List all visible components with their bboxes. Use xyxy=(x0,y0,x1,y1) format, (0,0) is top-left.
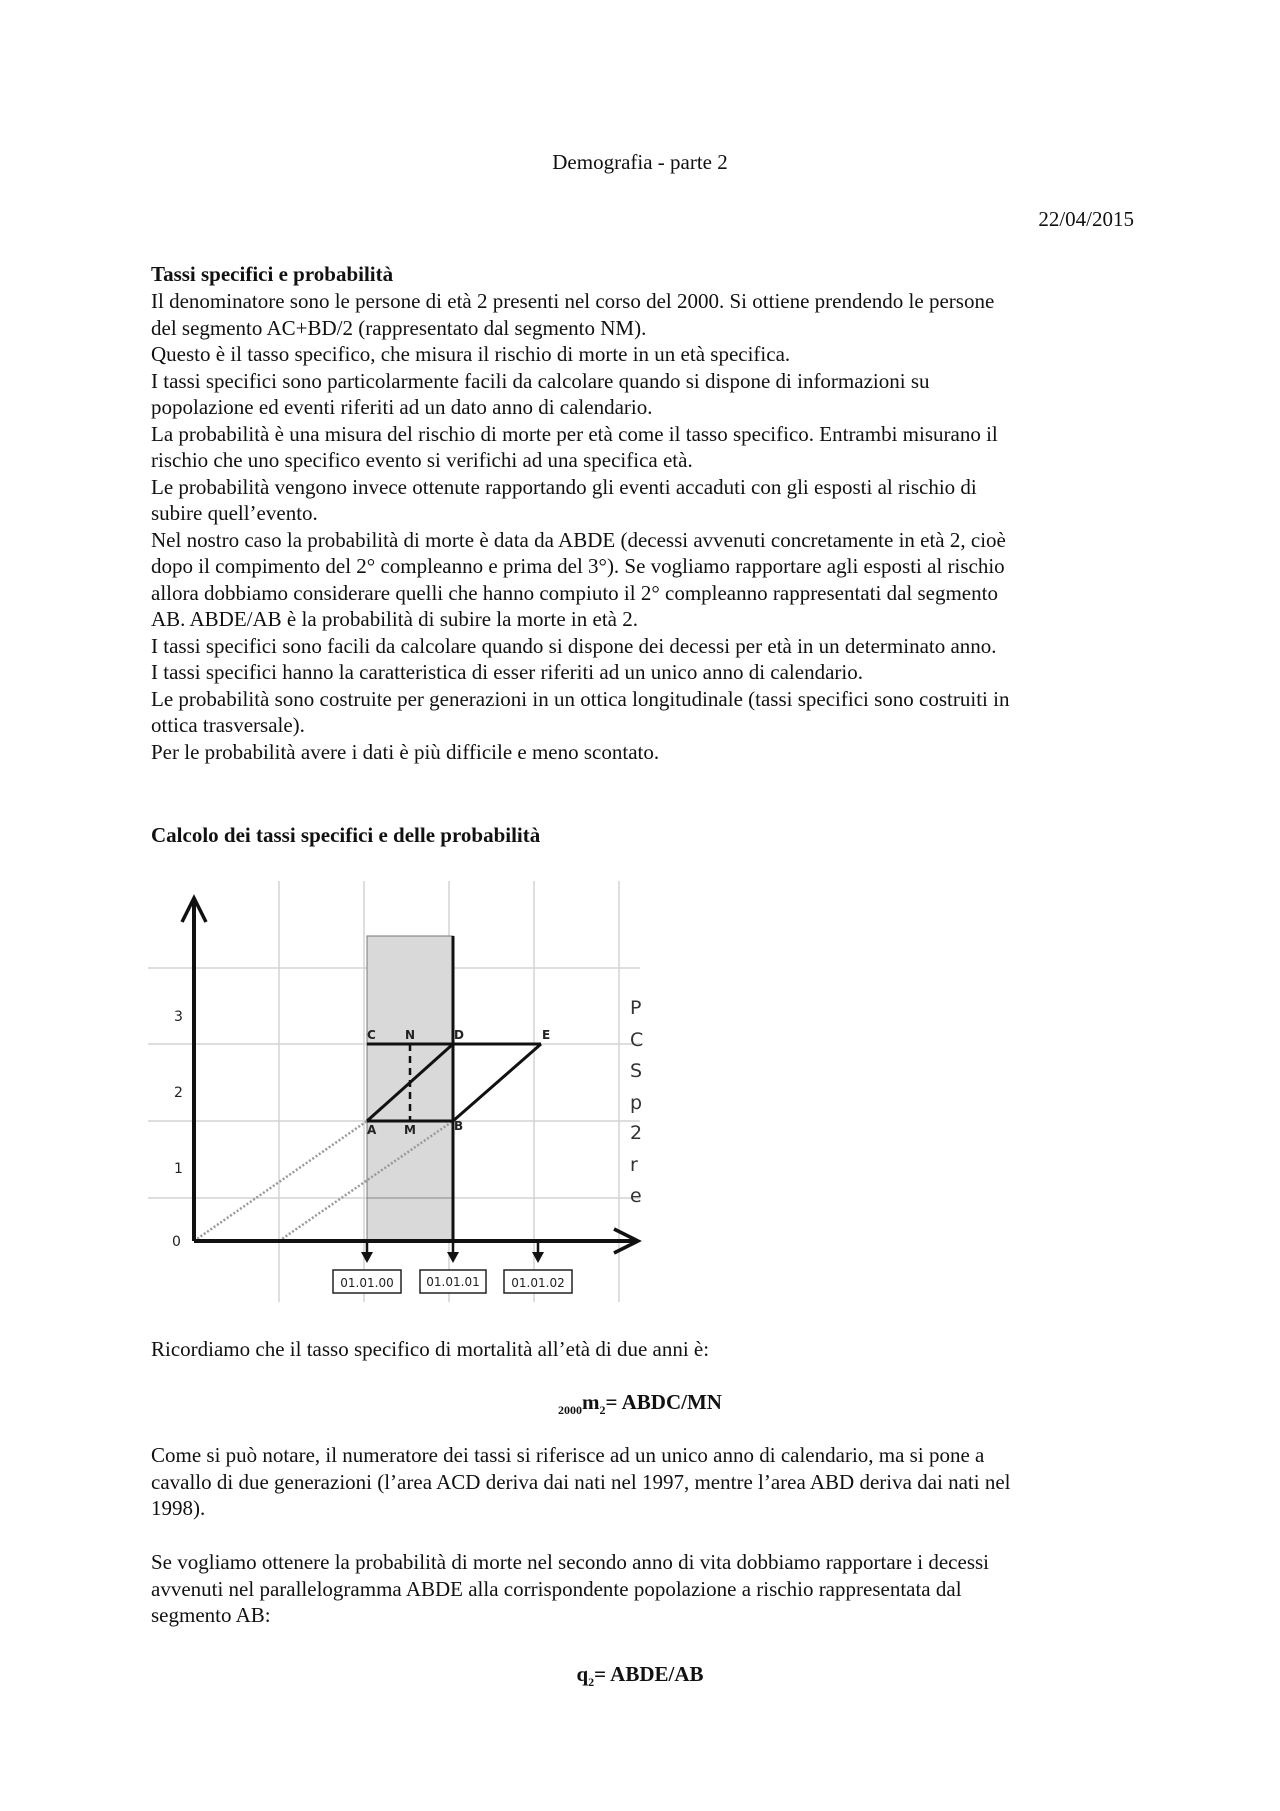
side-char: r xyxy=(630,1154,638,1176)
section-heading-calcolo: Calcolo dei tassi specifici e delle probabilità xyxy=(151,823,541,847)
down-arrow-icon xyxy=(361,1252,373,1263)
formula-expression: = ABDE/AB xyxy=(594,1662,704,1686)
date-markers xyxy=(333,1243,572,1293)
text-line: ottica trasversale). xyxy=(151,713,305,737)
text-line: rischio che uno specifico evento si verifichi ad una specifica età. xyxy=(151,448,693,472)
section1-body xyxy=(151,288,1141,765)
point-label-n: N xyxy=(405,1028,416,1042)
text-line: Le probabilità sono costruite per generazioni in un ottica longitudinale (tassi specifici sono costruiti in xyxy=(151,686,1010,711)
text-line: Le probabilità vengono invece ottenute rapportando gli eventi accaduti con gli esposti al rischio di xyxy=(151,474,977,499)
formula-tasso-specifico xyxy=(0,1390,1280,1418)
document-date: 22/04/2015 xyxy=(1038,207,1134,231)
text-line: AB. ABDE/AB è la probabilità di subire la morte in età 2. xyxy=(151,607,638,631)
text-line: Questo è il tasso specifico, che misura il rischio di morte in un età specifica. xyxy=(151,342,791,366)
point-label-d: D xyxy=(454,1028,464,1042)
lexis-diagram-svg xyxy=(148,876,644,1308)
y-tick-0: 0 xyxy=(172,1234,181,1250)
text-line: cavallo di due generazioni (l’area ACD deriva dai nati nel 1997, mentre l’area ABD deriva dai nati nel xyxy=(151,1469,1011,1494)
side-char: C xyxy=(630,1029,644,1051)
y-tick-3: 3 xyxy=(174,1009,183,1025)
text-line: segmento AB: xyxy=(151,1603,271,1627)
intro-text xyxy=(151,1336,1141,1363)
date-label-2002: 01.01.02 xyxy=(511,1276,565,1290)
paragraph-numeratore xyxy=(151,1442,1141,1522)
text-line: avvenuti nel parallelogramma ABDE alla corrispondente popolazione a rischio rappresentata dal xyxy=(151,1576,962,1601)
formula-symbol: m xyxy=(582,1390,600,1414)
text-line: I tassi specifici sono facili da calcolare quando si dispone dei decessi per età in un determinato anno. xyxy=(151,633,997,658)
text-line: allora dobbiamo considerare quelli che hanno compiuto il 2° compleanno rappresentati dal segmento xyxy=(151,580,998,605)
text-line: Per le probabilità avere i dati è più difficile e meno scontato. xyxy=(151,739,660,764)
point-label-b: B xyxy=(454,1119,464,1133)
side-char: p xyxy=(630,1092,643,1114)
y-tick-labels xyxy=(172,1009,183,1250)
side-char: S xyxy=(630,1060,643,1082)
document-title: Demografia - parte 2 xyxy=(552,150,728,174)
side-char: 2 xyxy=(630,1122,643,1144)
text-line: La probabilità è una misura del rischio di morte per età come il tasso specifico. Entrambi misurano il xyxy=(151,421,998,446)
formula-expression: = ABDC/MN xyxy=(605,1390,722,1414)
year-2000-band xyxy=(367,936,453,1241)
cut-side-text xyxy=(630,997,643,1207)
formula-subscript: 2 xyxy=(588,1675,595,1690)
segment-be xyxy=(453,1044,541,1121)
text-line: Il denominatore sono le persone di età 2 presenti nel corso del 2000. Si ottiene prendendo le persone xyxy=(151,289,995,313)
text-line: Come si può notare, il numeratore dei tassi si riferisce ad un unico anno di calendario, ma si pone a xyxy=(151,1443,985,1467)
date-label-2000: 01.01.00 xyxy=(340,1276,394,1290)
text-line: Se vogliamo ottenere la probabilità di morte nel secondo anno di vita dobbiamo rapportare i decessi xyxy=(151,1550,990,1574)
y-tick-2: 2 xyxy=(174,1085,183,1101)
point-label-e: E xyxy=(542,1028,551,1042)
text-line: del segmento AC+BD/2 (rappresentato dal segmento NM). xyxy=(151,315,647,340)
formula-pre-subscript: 2000 xyxy=(558,1403,583,1418)
point-label-m: M xyxy=(404,1123,416,1137)
point-label-a: A xyxy=(367,1123,377,1137)
formula-subscript: 2 xyxy=(599,1403,606,1418)
text-line: dopo il compimento del 2° compleanno e prima del 3°). Se vogliamo rapportare agli esposti al rischio xyxy=(151,554,1005,578)
lexis-diagram xyxy=(148,876,644,1308)
section-heading-tassi: Tassi specifici e probabilità xyxy=(151,262,394,286)
text-line: Nel nostro caso la probabilità di morte è data da ABDE (decessi avvenuti concretamente in età 2, cioè xyxy=(151,527,1006,552)
text-line: Ricordiamo che il tasso specifico di mortalità all’età di due anni è: xyxy=(151,1337,710,1361)
formula-probabilita xyxy=(0,1662,1280,1690)
text-line: subire quell’evento. xyxy=(151,501,318,525)
text-line: popolazione ed eventi riferiti ad un dato anno di calendario. xyxy=(151,395,653,419)
text-line: 1998). xyxy=(151,1496,206,1520)
formula-symbol: q xyxy=(576,1662,589,1686)
text-line: I tassi specifici hanno la caratteristica di esser riferiti ad un unico anno di calendario. xyxy=(151,660,863,684)
side-char: P xyxy=(630,997,642,1019)
paragraph-probabilita xyxy=(151,1549,1141,1629)
y-tick-1: 1 xyxy=(174,1161,183,1177)
life-line-1997 xyxy=(194,1121,367,1241)
date-label-2001: 01.01.01 xyxy=(426,1275,480,1289)
side-char: e xyxy=(630,1185,642,1207)
point-label-c: C xyxy=(367,1028,376,1042)
text-line: I tassi specifici sono particolarmente facili da calcolare quando si dispone di informazioni su xyxy=(151,368,930,393)
